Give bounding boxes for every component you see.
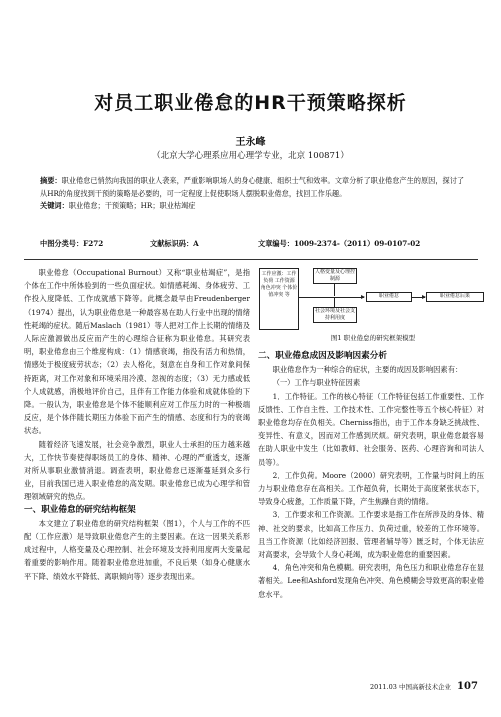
body-paragraph: 3．工作要求和工作资源。工作要求是指工作在所涉及的身体、精神、社交的要求，比如高工作压力、负荷过重，较差的工作环境等。且当工作资源（比如经济回报、管理者辅导等）匮乏时，个体无法应对高要求，会导致个人身心耗竭，成为职业倦怠的重要因素。 <box>258 510 484 560</box>
header-rule <box>24 259 478 260</box>
section-heading: 二、职业倦怠成因及影响因素分析 <box>258 351 387 361</box>
abstract-block <box>40 175 468 213</box>
paper-title: 对员工职业倦怠的HR干预策略探析 <box>94 92 407 114</box>
figure-arrow-result <box>411 297 425 298</box>
journal-name: 中国高新技术企业 <box>398 683 451 691</box>
keywords-label: 关键词： <box>40 201 69 210</box>
figure-box-stress: 工作应激：工作负荷 工作资源 角色冲突 个体价值冲突 等 <box>259 268 299 330</box>
figure-link-top <box>334 284 335 296</box>
left-column <box>24 266 250 583</box>
issue-date: 2011.03 <box>370 683 397 691</box>
body-paragraph: 2．工作负荷。Moore（2000）研究表明，工作量与时间上的压力与职业倦怠存在高相关。工作超负荷，长期处于高度紧张状态下，导致身心疲惫，工作质量下降，产生焦躁自责的情绪。 <box>258 470 484 507</box>
subsection-heading: （一）工作与职业特征因素 <box>272 378 361 388</box>
figure-box-burnout: 职业倦怠 <box>366 292 412 302</box>
figure-arrow-main <box>298 297 364 298</box>
body-paragraph: 1．工作特征。工作的核心特征（工作特征包括工作重要性、工作反馈性、工作自主性、工作技术性、工作完整性等五个核心特征）对职业倦怠均存在负相关。Cherniss指出，由于工作本身缺乏挑战性、变异性、有意义，因而对工作感到厌烦。研究表明，职业倦怠最容易在助人职业中发生（比如教师、社会服务、医药、心理咨询和司法人员等）。 <box>258 391 484 467</box>
keywords-text: 职业倦怠；干预策略；HR；职业枯竭症 <box>68 201 196 210</box>
body-paragraph: 职业倦怠（Occupational Burnout）又称“职业枯竭症”，是指个体在工作中所体验到的一些负面症状。如情感耗竭、身体疲劳、工作投入度降低、工作成就感下降等。此概念最早由Freudenberger（1974）提出，认为职业倦怠是一种最容易在助人行业中出现的情绪性耗竭的症状。随后Maslach（1981）等人把对工作上长期的情绪及人际应激源做出反应而产生的心理综合征称为职业倦怠。其研究表明，职业倦怠由三个维度构成：（1）情感衰竭，指没有活力和热情，情感处于极度疲劳状态；（2）去人格化，刻意在自身和工作对象间保持距离，对工作对象和环境采用冷漠、忽视的态度；（3）无力感或低个人成就感，消极地评价自己，且伴有工作能力体验和成就体验的下降。一般认为，职业倦怠是个体不能顺利应对工作压力时的一种极端反应，是个体伴随长期压力体验下而产生的情感、态度和行为的衰竭状态。 <box>24 268 250 436</box>
article-number: 文章编号：1009-2374-（2011）09-0107-02 <box>258 239 421 248</box>
figure-box-personality: 人格变量及心理控制源 <box>314 269 355 282</box>
body-paragraph: 4．角色冲突和角色模糊。研究表明，角色压力和职业倦怠存在显著相关。Lee和Ashford发现角色冲突、角色模糊会导致更高的职业倦怠水平。 <box>258 563 484 599</box>
figure-link-bottom <box>334 298 335 307</box>
page-footer <box>370 681 478 692</box>
body-paragraph: 本文建立了职业倦怠的研究结构框架（图1），个人与工作的不匹配（工作应激）是导致职业倦怠产生的主要因素。在这一因果关系形成过程中，人格变量及心理控制、社会环境及支持利用度两大变量起着重要的影响作用。随着职业倦怠进加重，不良后果（如身心健康水平下降、绩效水平降低、离职倾向等）逐步表现出来。 <box>24 518 250 581</box>
body-paragraph: 职业倦怠作为一种综合的症状，主要的成因及影响因素有： <box>272 365 463 375</box>
clc-number: 中图分类号：F272 <box>40 239 104 248</box>
page-number: 107 <box>457 681 478 692</box>
section-heading: 一、职业倦怠的研究结构框架 <box>24 504 136 515</box>
right-column <box>258 350 484 601</box>
figure-box-consequences: 职业倦怠后果 <box>426 292 484 302</box>
body-paragraph: 随着经济飞速发展，社会竞争激烈，职业人士承担的压力越来越大，工作快节奏使得职场员工的身体、精神、心理的严重透支，逐渐对所从事职业激情消退。调查表明，职业倦怠已逐渐蔓延到众多行业，目前我国已进入职业倦怠的高发期。职业倦怠已成为心理学和管理领域研究的热点。 <box>24 439 250 502</box>
figure-caption: 图1 职业倦怠的研究框架模型 <box>330 334 416 342</box>
document-code: 文献标识码：A <box>150 239 199 248</box>
abstract-text: 职业倦怠已悄然向我国的职业人袭来，严重影响职场人的身心健康、组织士气和效率。文章分析了职业倦怠产生的原因，探讨了从HR的角度找到干预的策略是必要的，可一定程度上促使职场人摆脱职业倦怠，找回工作乐趣。 <box>40 176 465 198</box>
figure-box-social-support: 社会环境及社会支持利用度 <box>314 308 355 321</box>
author-name: 王永峰 <box>235 137 266 148</box>
author-affiliation: （北京大学心理系应用心理学专业，北京 100871） <box>152 151 349 161</box>
abstract-label: 摘要： <box>40 176 62 185</box>
